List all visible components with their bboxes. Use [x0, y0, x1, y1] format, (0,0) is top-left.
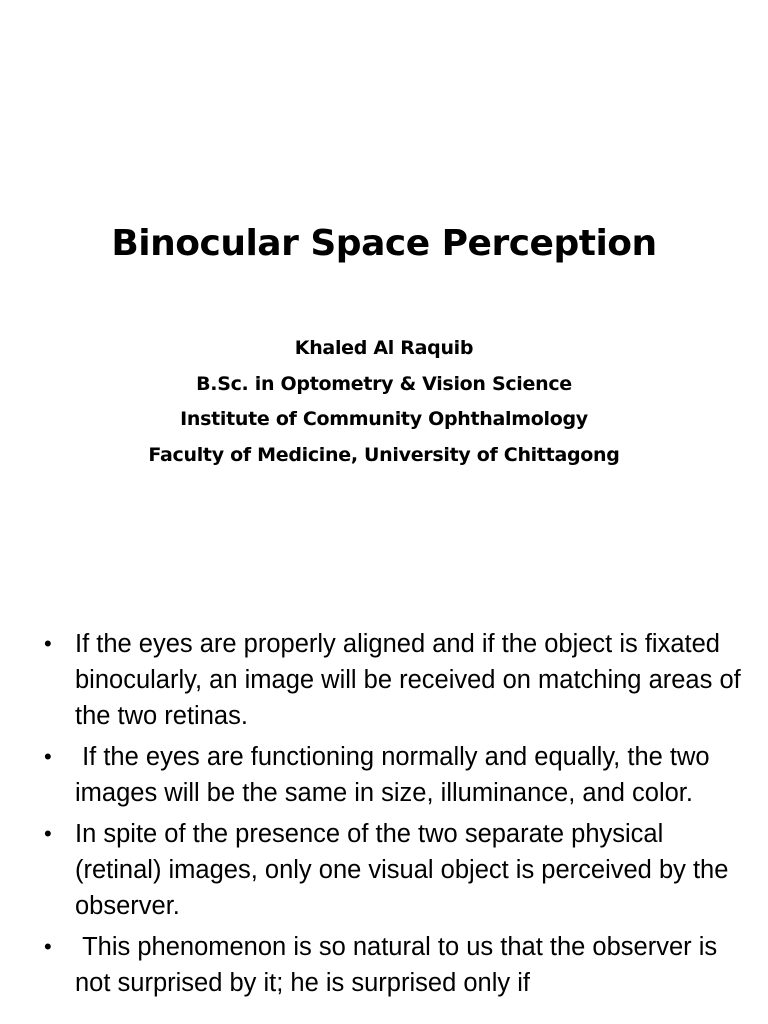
- bullet-list: [44, 626, 744, 1006]
- bullet-icon: •: [44, 934, 52, 959]
- author-faculty: Faculty of Medicine, University of Chittagong: [148, 443, 620, 466]
- list-item: [44, 929, 744, 1001]
- bullet-icon: •: [44, 631, 52, 656]
- bullet-text: This phenomenon is so natural to us that the observer is not surprised by it; he is surprised only if: [75, 933, 725, 997]
- list-item: [44, 739, 744, 811]
- bullet-text: If the eyes are properly aligned and if the object is fixated binocularly, an image will be received on matching areas of the two retinas.: [75, 630, 741, 730]
- bullet-text: If the eyes are functioning normally and equally, the two images will be the same in size, illuminance, and color.: [75, 743, 717, 807]
- bullet-text: In spite of the presence of the two separate physical (retinal) images, only one visual object is perceived by the observer.: [75, 820, 729, 920]
- author-degree: B.Sc. in Optometry & Vision Science: [196, 372, 572, 395]
- bullet-icon: •: [44, 821, 52, 846]
- slide-title: Binocular Space Perception: [111, 223, 657, 264]
- author-info: [0, 331, 768, 473]
- list-item: [44, 626, 744, 734]
- bullet-icon: •: [44, 744, 52, 769]
- author-institute: Institute of Community Ophthalmology: [180, 408, 588, 430]
- list-item: [44, 816, 744, 924]
- author-name: Khaled Al Raquib: [294, 337, 474, 359]
